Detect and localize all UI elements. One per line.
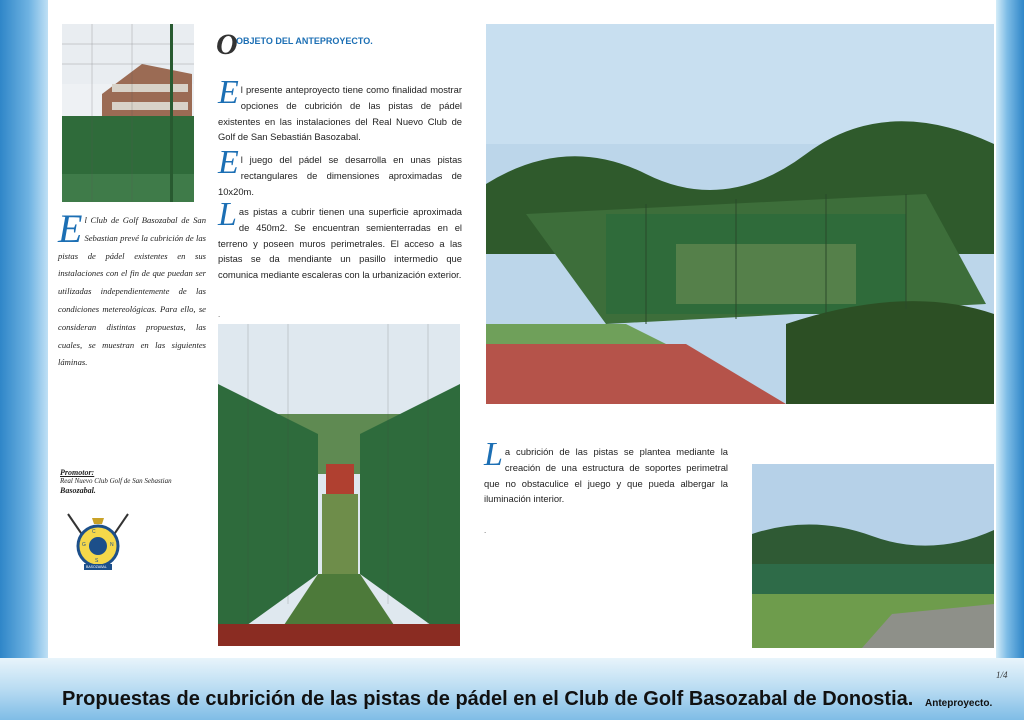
left-blue-band xyxy=(0,0,48,720)
paragraph-1-text: l presente anteproyecto tiene como finalidad mostrar opciones de cubrición de las pistas de pádel existentes en las instalaciones del Real Nuevo Club de Golf de San Sebastián Basozabal. xyxy=(218,84,462,143)
photo-corridor xyxy=(218,324,460,646)
promoter-name: Real Nuevo Club Golf de San Sebastian xyxy=(60,477,172,485)
paragraph-2-text: l juego del pádel se desarrolla en unas pistas rectangulares de dimensiones aproximadas de 10x20m. xyxy=(218,154,462,197)
intro-initial: E xyxy=(58,206,83,251)
footer-subtitle: Anteproyecto. xyxy=(925,698,993,709)
heading-text: OBJETO DEL ANTEPROYECTO. xyxy=(236,36,373,46)
dot-mark: . xyxy=(218,310,221,319)
paragraph-3-text: as pistas a cubrir tienen una superficie aproximada de 450m2. Se encuentran semienterradas en el terreno y poseen muros perimetrales. El acceso a las pistas se da mendiante un pasillo intermedio que comunica mediante escaleras con la urbanización exterior. xyxy=(218,206,462,281)
logo-letter-c: C xyxy=(92,529,96,535)
photo-court-building xyxy=(62,24,194,202)
club-logo xyxy=(64,512,132,574)
logo-letter-g: G xyxy=(82,542,86,548)
paragraph-1 xyxy=(218,74,462,145)
photo-courts-distance xyxy=(752,464,994,648)
logo-letter-s: S xyxy=(95,558,99,564)
photo-padel-courts xyxy=(486,24,994,404)
paragraph-3 xyxy=(218,196,462,283)
promoter-block xyxy=(60,468,210,495)
intro-body: l Club de Golf Basozabal de San Sebastian prevé la cubrición de las pistas de pádel existentes en sus instalaciones con el fin de que puedan ser utilizadas independientemente de las condiciones metereológicas. Para ello, se consideran distintas propuestas, las cuales, se muestran en las siguientes láminas. xyxy=(58,215,206,368)
paragraph-4 xyxy=(484,436,728,507)
paragraph-4-initial: L xyxy=(484,436,503,473)
heading-initial: O xyxy=(216,28,238,61)
paragraph-2-initial: E xyxy=(218,144,239,181)
intro-text xyxy=(58,206,206,372)
logo-banner: BASOZABAL xyxy=(86,565,107,569)
logo-letter-n: N xyxy=(110,542,114,548)
footer-title: Propuestas de cubrición de las pistas de pádel en el Club de Golf Basozabal de Donostia. xyxy=(62,688,914,710)
promoter-place: Basozabal. xyxy=(60,486,96,495)
paragraph-1-initial: E xyxy=(218,74,239,111)
paragraph-4-text: a cubrición de las pistas se plantea mediante la creación de una estructura de soportes perimetral que no obstaculice el juego y que pueda albergar la iluminación interior. xyxy=(484,446,728,505)
section-heading xyxy=(216,28,373,61)
right-blue-band xyxy=(996,0,1024,660)
dot-mark-2: . xyxy=(484,526,487,535)
paragraph-2 xyxy=(218,144,462,199)
paragraph-3-initial: L xyxy=(218,196,237,233)
page-number: 1/4 xyxy=(996,670,1008,680)
promoter-label: Promotor: xyxy=(60,468,95,477)
